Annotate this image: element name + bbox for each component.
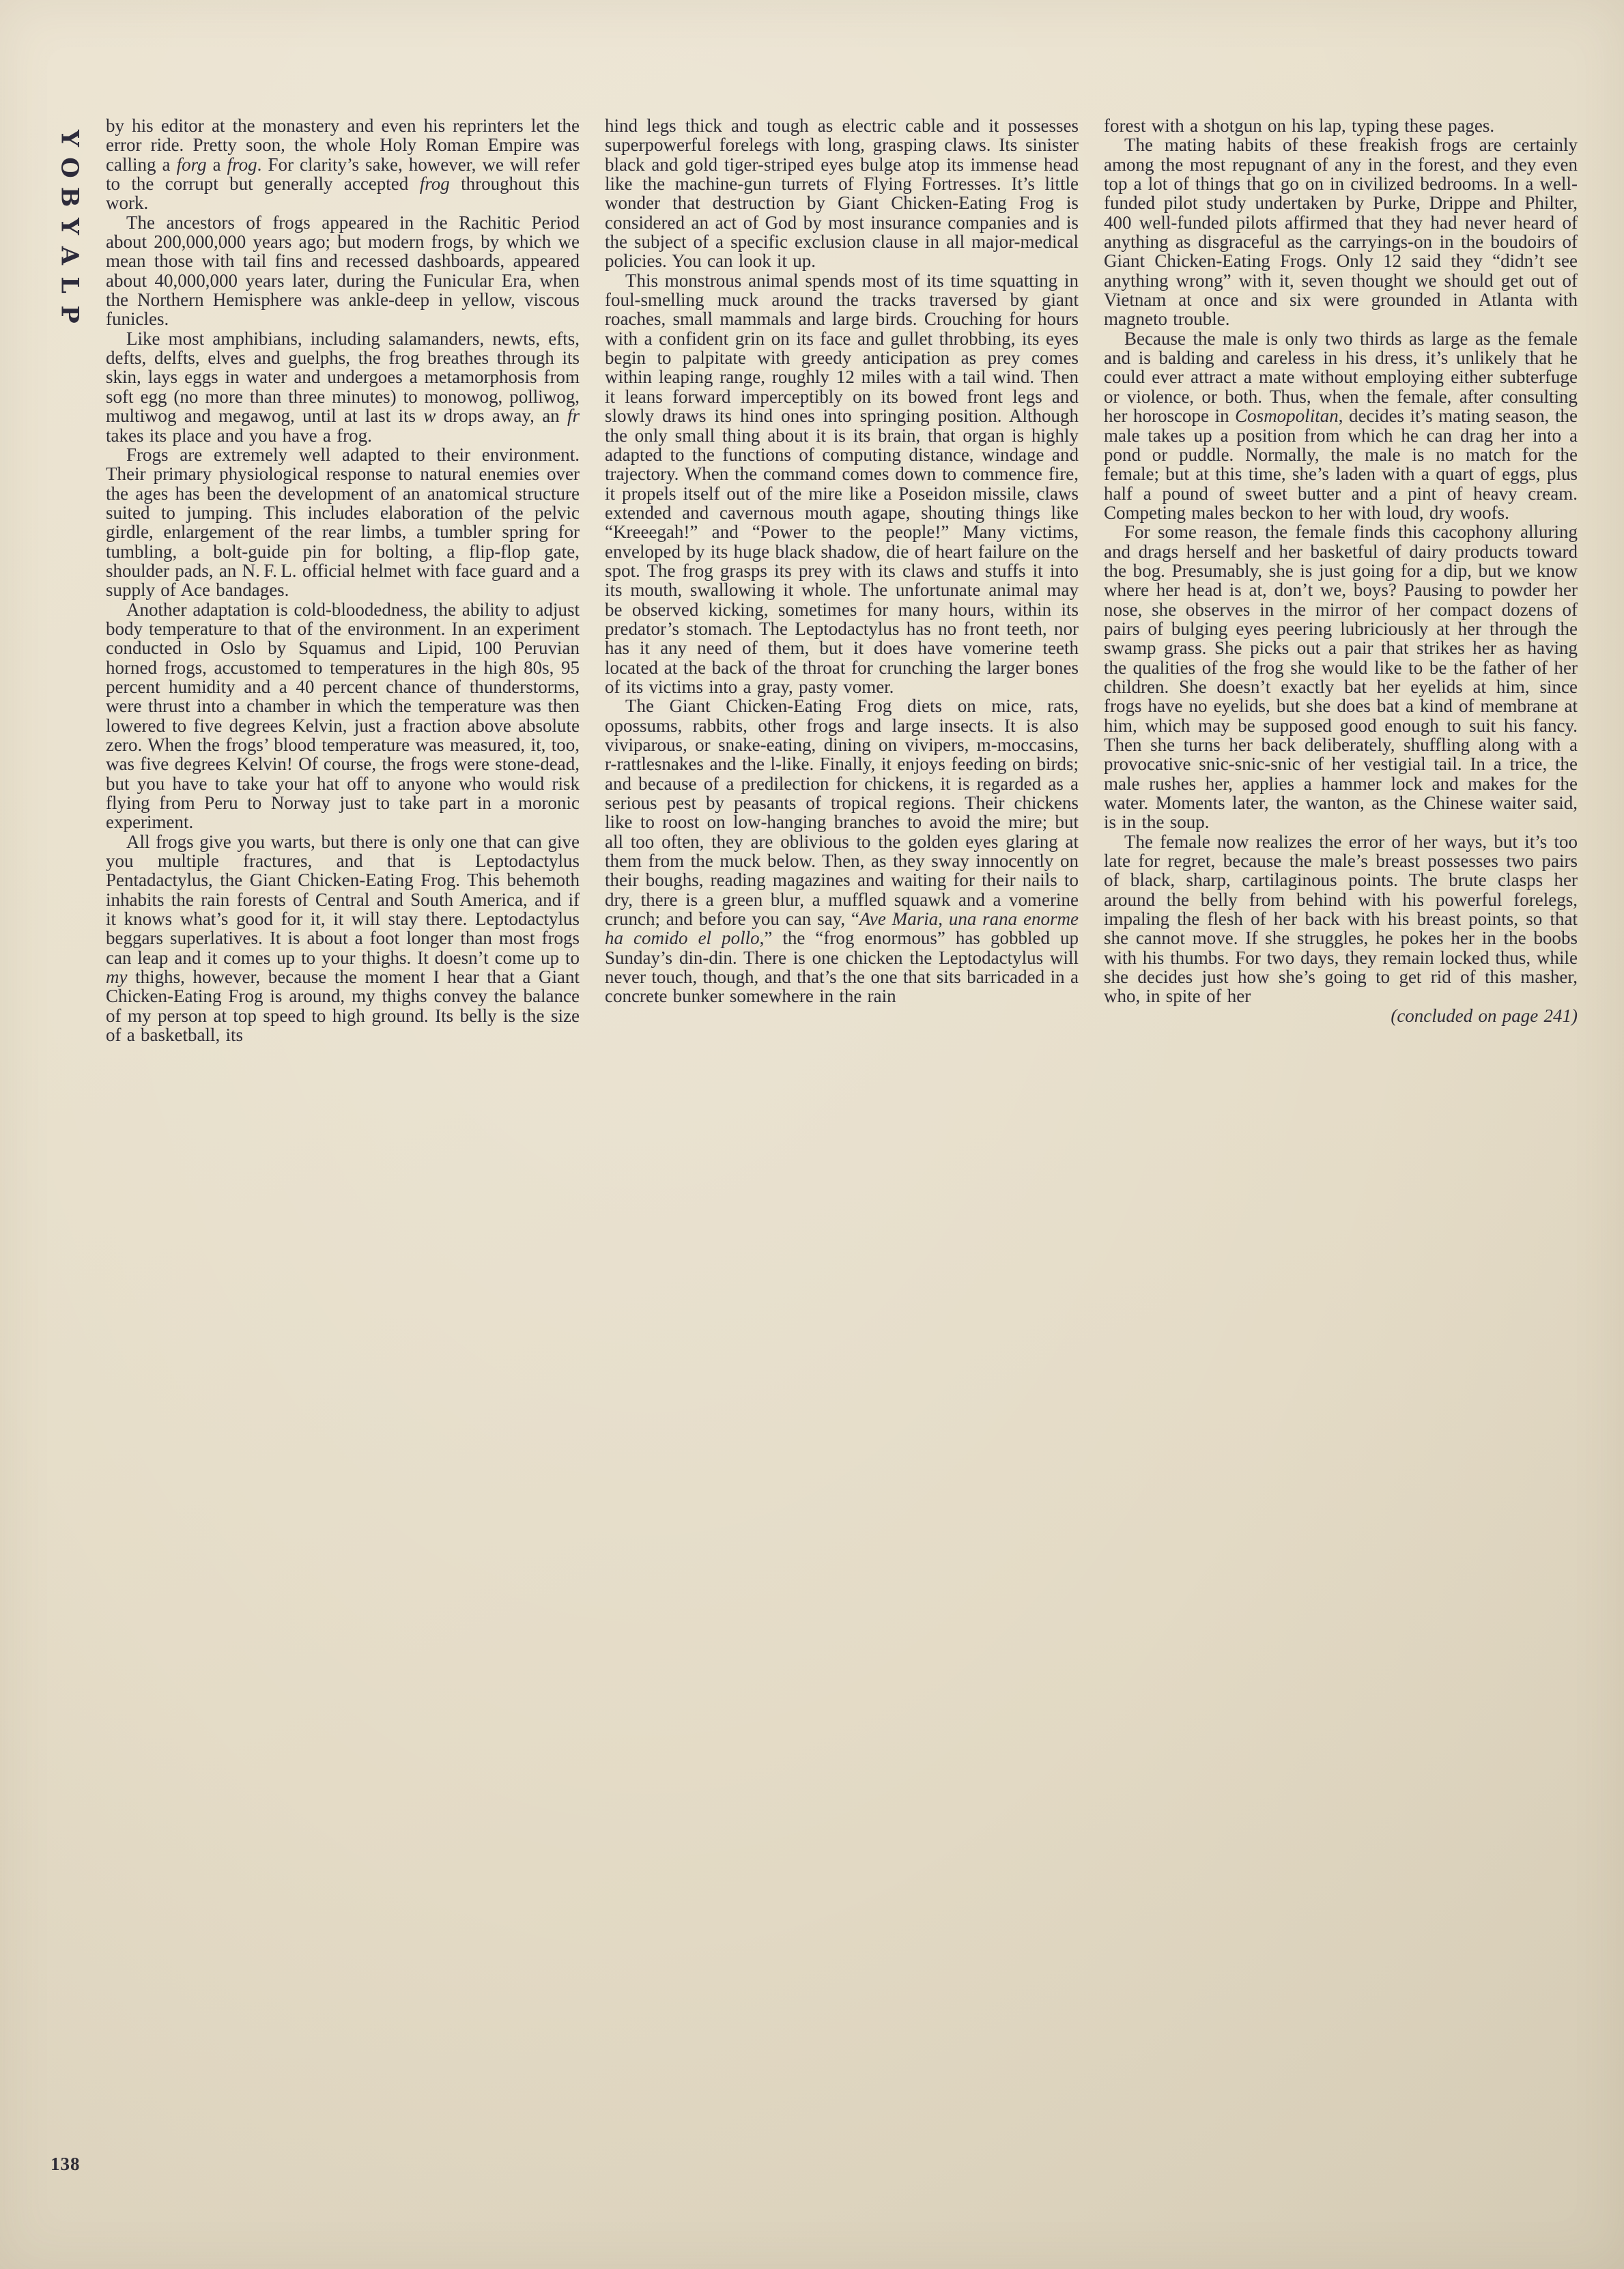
paragraph: by his editor at the monastery and even his reprinters let the error ride. Pretty soon, the whole Holy Roman Empire was calling a forg a frog. For clarity’s sake, however, we will refer to the corrupt but generally accepted frog throughout this work. xyxy=(106,115,580,214)
paragraph: Frogs are extremely well adapted to their environment. Their primary physiological response to natural enemies over the ages has been the development of an anatomical structure suited to jumping. This includes elaboration of the pelvic girdle, enlargement of the rear limbs, a tumbler spring for tumbling, a bolt-guide pin for bolting, a flip-flop gate, shoulder pads, an N. F. L. official helmet with face guard and a supply of Ace bandages. xyxy=(106,444,580,601)
text-column-3 xyxy=(1104,116,1578,1045)
magazine-spine-letter: A xyxy=(55,246,84,266)
paragraph: This monstrous animal spends most of its time squatting in foul-smelling muck around the tracks traversed by giant roaches, small mammals and large birds. Crouching for hours with a confident grin on its face and gullet throbbing, its eyes begin to palpitate with greedy anticipation as prey comes within leaping range, roughly 12 miles with a tail wind. Then it leans forward imperceptibly on its bowed front legs and slowly draws its hind ones into springing position. Although the only small thing about it is its brain, that organ is highly adapted to the functions of computing distance, windage and trajectory. When the command comes down to commence fire, it propels itself out of the mire like a Poseidon missile, claws extended and cavernous mouth agape, shouting things like “Kreeegah!” and “Power to the people!” Many victims, enveloped by its huge black shadow, die of heart failure on the spot. The frog grasps its prey with its claws and stuffs it into its mouth, swallowing it whole. The unfortunate animal may be observed kicking, sometimes for many hours, within its predator’s stomach. The Leptodactylus has no front teeth, nor has it any need of them, but it does have vomerine teeth located at the back of the throat for crunching the larger bones of its victims into a gray, pasty vomer. xyxy=(605,270,1079,697)
paragraph: hind legs thick and tough as electric cable and it possesses superpowerful forelegs with long, grasping claws. Its sinister black and gold tiger-striped eyes bulge atop its immense head like the machine-gun turrets of Flying Fortresses. It’s little wonder that destruction by Giant Chicken-Eating Frog is considered an act of God by most insurance companies and is the subject of a specific exclusion clause in all major-medical policies. You can look it up. xyxy=(605,115,1079,272)
paragraph: The Giant Chicken-Eating Frog diets on mice, rats, opossums, rabbits, other frogs and large insects. It is also viviparous, or snake-eating, dining on vivipers, m-moccasins, r-rattlesnakes and the l-like. Finally, it enjoys feeding on birds; and because of a predilection for chickens, it is regarded as a serious pest by peasants of tropical regions. Their chickens like to roost on low-hanging branches to avoid the mire; but all too often, they are oblivious to the golden eyes glaring at them from the muck below. Then, as they sway innocently on their boughs, reading magazines and waiting for their nails to dry, there is a green blur, a muffled squawk and a vomerine crunch; and before you can say, “Ave Maria, una rana enorme ha comido el pollo,” the “frog enormous” has gobbled up Sunday’s din-din. There is one chicken the Leptodactylus will never touch, though, and that’s the one that sits barricaded in a concrete bunker somewhere in the rain xyxy=(605,696,1079,1007)
magazine-spine-letter: P xyxy=(55,305,84,324)
paragraph: Like most amphibians, including salamanders, newts, efts, defts, delfts, elves and guelphs, the frog breathes through its skin, lays eggs in water and undergoes a metamorphosis from soft egg (no more than three minutes) to monowog, polliwog, multiwog and megawog, until at last its w drops away, an fr takes its place and you have a frog. xyxy=(106,328,580,446)
paragraph: The mating habits of these freakish frogs are certainly among the most repugnant of any in the forest, and they even top a lot of things that go on in civilized bedrooms. In a well-funded pilot study undertaken by Purke, Drippe and Philter, 400 well-funded pilots affirmed that they had never heard of anything as disgraceful as the carryings-on in the boudoirs of Giant Chicken-Eating Frogs. Only 12 said they “didn’t see anything wrong” with it, seven thought we should get out of Vietnam at once and six were grounded in Atlanta with magneto trouble. xyxy=(1104,134,1578,330)
paragraph: forest with a shotgun on his lap, typing these pages. xyxy=(1104,115,1495,136)
magazine-spine-letter: Y xyxy=(55,218,84,235)
paragraph: All frogs give you warts, but there is only one that can give you multiple fractures, and that is Leptodactylus Pentadactylus, the Giant Chicken-Eating Frog. This behemoth inhabits the rain forests of Central and South America, and if it knows what’s good for it, it will stay there. Leptodactylus beggars superlatives. It is about a foot longer than most frogs can leap and it comes up to your thighs. It doesn’t come up to my thighs, however, because the moment I hear that a Giant Chicken-Eating Frog is around, my thighs convey the balance of my person at top speed to high ground. Its belly is the size of a basketball, its xyxy=(106,831,580,1046)
magazine-spine xyxy=(54,124,85,329)
magazine-spine-letter: Y xyxy=(55,130,84,147)
magazine-spine-letter: O xyxy=(55,157,84,178)
paragraph: The ancestors of frogs appeared in the Rachitic Period about 200,000,000 years ago; but modern frogs, by which we mean those with tail fins and recessed dashboards, appeared about 40,000,000 years later, during the Funicular Era, when the Northern Hemisphere was ankle-deep in yellow, viscous funicles. xyxy=(106,212,580,330)
paragraph: The female now realizes the error of her ways, but it’s too late for regret, because the male’s breast possesses two pairs of black, sharp, cartilaginous points. The brute clasps her around the belly from behind with his powerful forelegs, impaling the flesh of her back with his breast points, so that she cannot move. If she struggles, he pokes her in the boobs with his thumbs. For two days, they remain locked thus, while she decides just how she’s going to get rid of this masher, who, in spite of her xyxy=(1104,831,1578,1007)
page-number: 138 xyxy=(51,2154,81,2174)
paragraph: Because the male is only two thirds as large as the female and is balding and careless in his dress, it’s unlikely that he could ever attract a mate without employing either subterfuge or violence, or both. Thus, when the female, after consulting her horoscope in Cosmopolitan, decides it’s mating season, the male takes up a position from which he can drag her into a pond or puddle. Normally, the male is no match for the female; but at this time, she’s laden with a quart of eggs, plus half a pound of sweet butter and a pint of heavy cream. Competing males beckon to her with loud, dry woofs. xyxy=(1104,328,1578,523)
text-column-2 xyxy=(605,116,1079,1045)
magazine-spine-letter: B xyxy=(55,186,84,208)
paragraph: (concluded on page 241) xyxy=(1391,1005,1578,1026)
magazine-spine-letter: L xyxy=(55,276,84,294)
paragraph: Another adaptation is cold-bloodedness, the ability to adjust body temperature to that of the environment. In an experiment conducted in Oslo by Squamus and Lipid, 100 Peruvian horned frogs, accustomed to temperatures in the high 80s, 95 percent humidity and a 40 percent chance of thunderstorms, were thrust into a chamber in which the temperature was then lowered to five degrees Kelvin, just a fraction above absolute zero. When the frogs’ blood temperature was measured, it, too, was five degrees Kelvin! Of course, the frogs were stone-dead, but you have to take your hat off to anyone who would risk flying from Peru to Norway just to take part in a moronic experiment. xyxy=(106,599,580,833)
text-column-1 xyxy=(106,116,580,1045)
article-body xyxy=(106,116,1579,1045)
paragraph: For some reason, the female finds this cacophony alluring and drags herself and her basketful of dairy products toward the bog. Presumably, she is just going for a dip, but we know where her head is at, don’t we, boys? Pausing to powder her nose, she observes in the mirror of her compact dozens of pairs of bulging eyes peering lubriciously at her through the swamp grass. She picks out a pair that strikes her as having the qualities of the frog she would like to be the father of her children. She doesn’t exactly bat her eyelids at him, since frogs have no eyelids, but she does bat a kind of membrane at him, which may be supposed good enough to suit his fancy. Then she turns her back deliberately, shuffling along with a provocative snic-snic-snic of her vestigial tail. In a trice, the male rushes her, applies a hammer lock and makes for the water. Moments later, the wanton, as the Chinese waiter said, is in the soup. xyxy=(1104,522,1578,833)
